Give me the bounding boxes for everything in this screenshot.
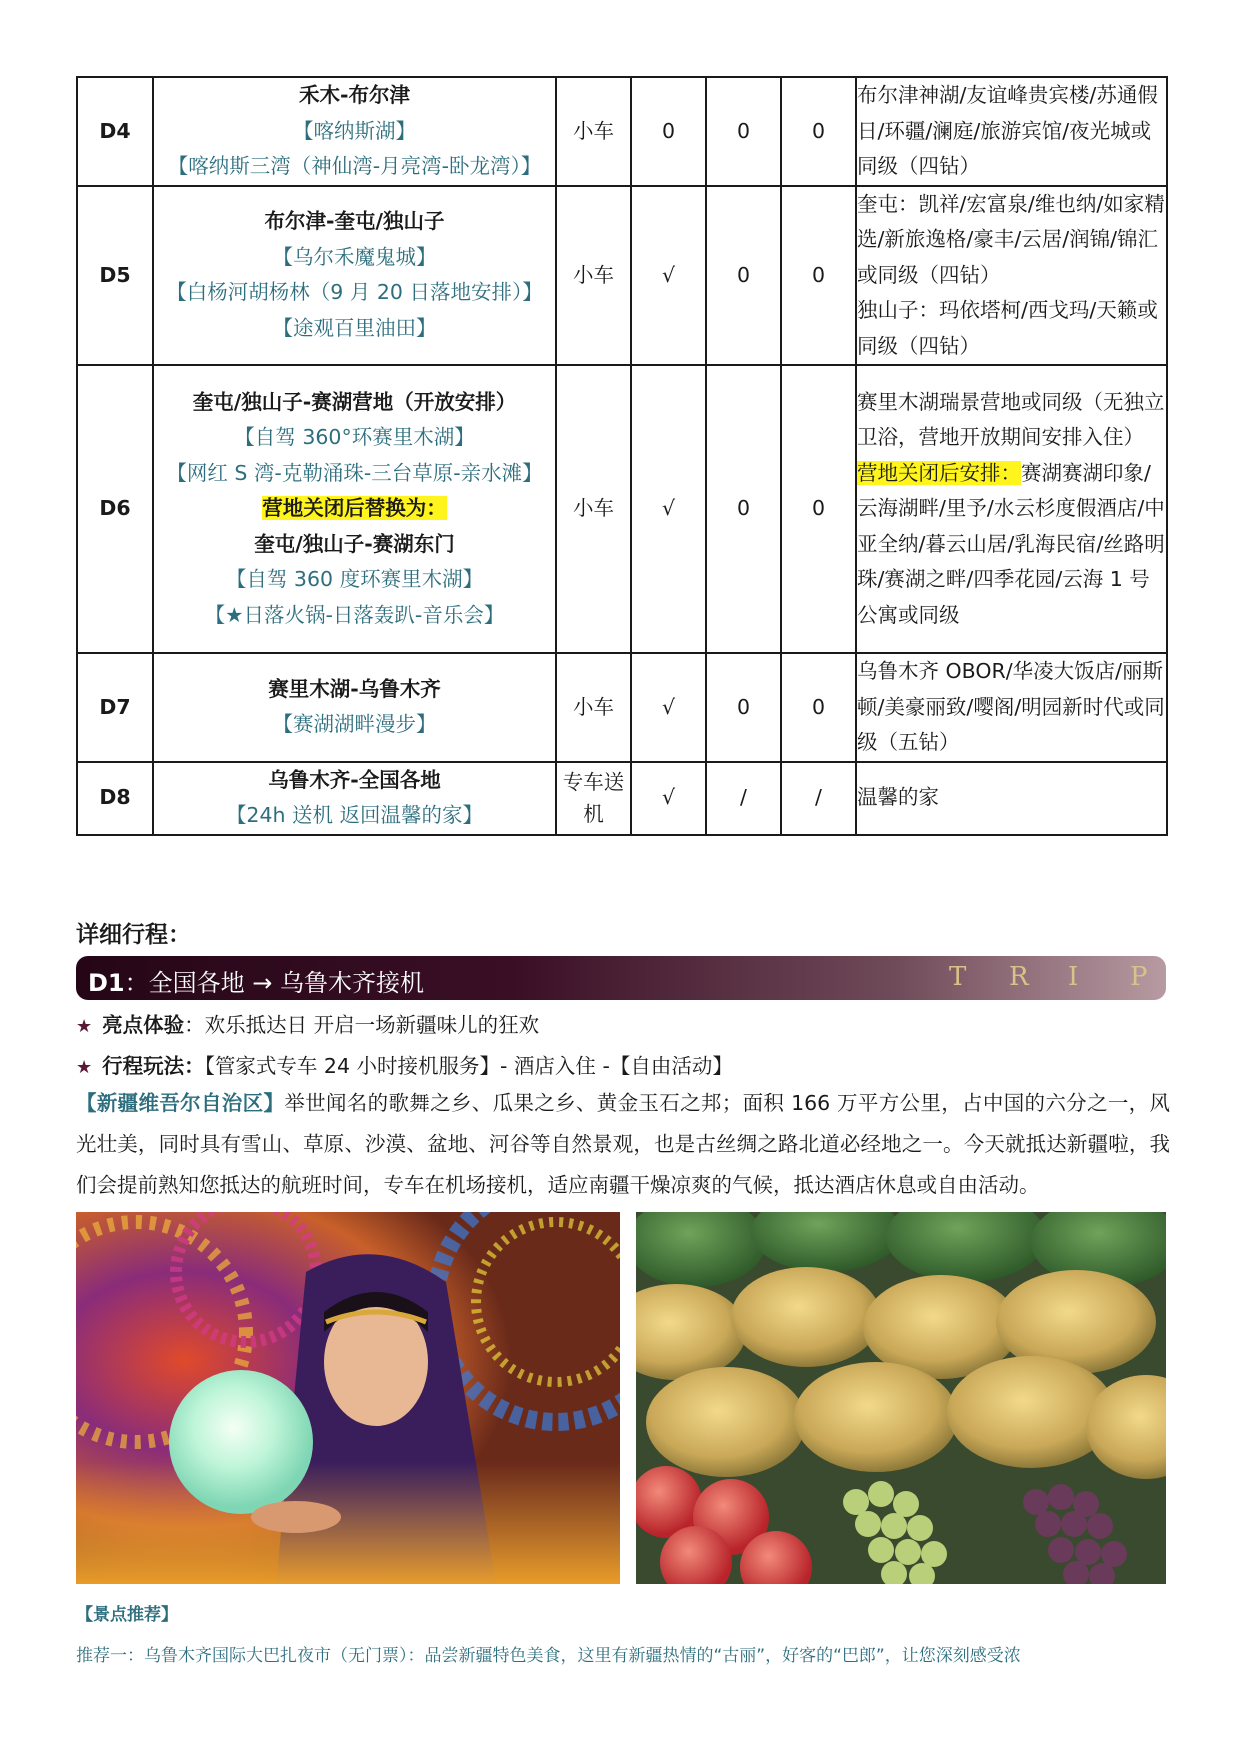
- hotel-cell: [856, 365, 1167, 653]
- hotel-text: 乌鲁木齐 OBOR/华凌大饭店/丽斯顿/美豪丽致/嘤阁/明园新时代或同级（五钻）: [857, 659, 1165, 754]
- hotel-line: [857, 654, 1166, 761]
- hotel-line: [857, 293, 1166, 364]
- route-spot: 【喀纳斯三湾（神仙湾-月亮湾-卧龙湾）】: [167, 154, 542, 178]
- day-cell: D6: [77, 365, 153, 653]
- banner-letter-p: P: [1130, 962, 1148, 992]
- photo-fruit: [636, 1212, 1166, 1584]
- route-spot: 【乌尔禾魔鬼城】: [272, 244, 437, 269]
- route-line: [154, 598, 555, 634]
- dinner-cell: 0: [781, 365, 856, 653]
- highlight-separator: ：: [184, 1013, 205, 1037]
- route-spot: 【途观百里油田】: [272, 315, 437, 340]
- route-cell: [153, 653, 556, 762]
- hotel-cell: [856, 653, 1167, 762]
- itinerary-row: [77, 77, 1167, 186]
- route-spot: 【喀纳斯湖】: [293, 118, 416, 143]
- hotel-text: 温馨的家: [857, 785, 939, 810]
- hotel-cell: [856, 186, 1167, 366]
- intro-paragraph: [76, 1083, 1170, 1206]
- route-line: [154, 798, 555, 834]
- dinner-cell: 0: [781, 77, 856, 186]
- day-cell: D5: [77, 186, 153, 366]
- day-banner-text: [88, 963, 424, 998]
- route-line: [154, 114, 555, 150]
- route-line: [154, 491, 555, 527]
- highlight-line: [76, 1008, 539, 1038]
- hotel-cell: [856, 762, 1167, 835]
- hotel-line: [857, 187, 1166, 294]
- day-cell: D8: [77, 762, 153, 835]
- breakfast-cell: 0: [631, 77, 706, 186]
- day-cell: D4: [77, 77, 153, 186]
- vehicle-cell: 小车: [556, 77, 631, 186]
- route-line: [154, 763, 555, 799]
- hotel-line: [857, 456, 1166, 634]
- route-line: [154, 275, 555, 311]
- itinerary-table: [76, 76, 1168, 836]
- route-cell: [153, 77, 556, 186]
- route-line: [154, 672, 555, 708]
- vehicle-cell: 专车送机: [556, 762, 631, 835]
- route-spot: 【★日落火锅-日落轰趴-音乐会】: [204, 602, 505, 627]
- route-line: [154, 149, 555, 185]
- route-line: [154, 240, 555, 276]
- itinerary-row: [77, 762, 1167, 835]
- vehicle-cell: 小车: [556, 365, 631, 653]
- day-route: 全国各地 → 乌鲁木齐接机: [148, 969, 424, 997]
- route-spot: 【自驾 360°环赛里木湖】: [234, 425, 475, 450]
- vehicle-cell: 小车: [556, 186, 631, 366]
- route-title: 乌鲁木齐-全国各地: [268, 767, 441, 792]
- photo-dancer: [76, 1212, 620, 1584]
- hotel-text: 赛湖赛湖印象/云海湖畔/里予/水云杉度假酒店/中亚全纳/暮云山居/乳海民宿/丝路明珠/赛湖之畔/四季花园/云海 1 号公寓或同级: [857, 460, 1165, 627]
- route-line: [154, 527, 555, 563]
- lunch-cell: 0: [706, 365, 781, 653]
- route-line: [154, 204, 555, 240]
- highlight-text: 欢乐抵达日 开启一场新疆味儿的狂欢: [204, 1013, 540, 1037]
- highlight-label: 亮点体验: [102, 1013, 185, 1037]
- breakfast-cell: √: [631, 186, 706, 366]
- route-spot: 【自驾 360 度环赛里木湖】: [225, 567, 484, 592]
- itinerary-row: [77, 186, 1167, 366]
- route-cell: [153, 762, 556, 835]
- route-title: 赛里木湖-乌鲁木齐: [268, 676, 441, 701]
- route-cell: [153, 365, 556, 653]
- route-line: [154, 420, 555, 456]
- day-banner: [76, 956, 1166, 1000]
- hotel-text: 独山子：玛依塔柯/西戈玛/天籁或同级（四钻）: [857, 298, 1158, 358]
- intro-keyword: 【新疆维吾尔自治区】: [76, 1091, 285, 1115]
- route-line: [154, 78, 555, 114]
- route-title: 布尔津-奎屯/独山子: [264, 209, 445, 234]
- breakfast-cell: √: [631, 365, 706, 653]
- day-separator: ：: [124, 969, 149, 997]
- route-title: 禾木-布尔津: [298, 83, 410, 107]
- dinner-cell: /: [781, 762, 856, 835]
- banner-letter-i: I: [1068, 962, 1079, 992]
- star-icon: ★: [76, 1016, 93, 1037]
- route-spot: 【网红 S 湾-克勒涌珠-三台草原-亲水滩】: [166, 460, 543, 485]
- route-spot: 【赛湖湖畔漫步】: [272, 712, 437, 737]
- route-title: 奎屯/独山子-赛湖东门: [254, 531, 455, 556]
- hotel-note: 营地关闭后安排：: [857, 460, 1021, 485]
- route-line: [154, 456, 555, 492]
- route-spot: 【白杨河胡杨林（9 月 20 日落地安排）】: [166, 280, 543, 305]
- breakfast-cell: √: [631, 653, 706, 762]
- lunch-cell: 0: [706, 653, 781, 762]
- hotel-line: [857, 780, 1166, 816]
- banner-letter-t: T: [949, 962, 967, 992]
- itinerary-row: [77, 365, 1167, 653]
- play-text: 【管家式专车 24 小时接机服务】- 酒店入住 -【自由活动】: [204, 1054, 733, 1078]
- route-note: 营地关闭后替换为：: [262, 496, 447, 521]
- star-icon: ★: [76, 1057, 93, 1078]
- hotel-cell: [856, 77, 1167, 186]
- intro-text: 举世闻名的歌舞之乡、瓜果之乡、黄金玉石之邦；面积 166 万平方公里，占中国的六分之一，风光壮美，同时具有雪山、草原、沙漠、盆地、河谷等自然景观，也是古丝绸之路北道必经地之一。今天就抵达新疆啦，我们会提前熟知您抵达的航班时间，专车在机场接机，适应南疆干燥凉爽的气候，抵达酒店休息或自由活动。: [76, 1091, 1170, 1197]
- route-title: 奎屯/独山子-赛湖营地（开放安排）: [192, 389, 517, 414]
- hotel-line: [857, 385, 1166, 456]
- hotel-text: 赛里木湖瑞景营地或同级（无独立卫浴，营地开放期间安排入住）: [857, 389, 1165, 450]
- hotel-text: 奎屯：凯祥/宏富泉/维也纳/如家精选/新旅逸格/豪丰/云居/润锦/锦汇或同级（四钻）: [857, 191, 1165, 287]
- day-label: D1: [88, 969, 125, 997]
- day-cell: D7: [77, 653, 153, 762]
- lunch-cell: 0: [706, 186, 781, 366]
- photo-fruit-illustration: [636, 1212, 1166, 1584]
- route-line: [154, 562, 555, 598]
- route-line: [154, 707, 555, 743]
- recommend-heading: 【景点推荐】: [76, 1605, 178, 1625]
- dinner-cell: 0: [781, 653, 856, 762]
- play-line: [76, 1049, 733, 1079]
- dinner-cell: 0: [781, 186, 856, 366]
- play-label: 行程玩法：: [102, 1054, 205, 1078]
- route-line: [154, 385, 555, 421]
- section-title: 详细行程：: [76, 922, 191, 948]
- route-line: [154, 311, 555, 347]
- itinerary-row: [77, 653, 1167, 762]
- recommend-one: 推荐一：乌鲁木齐国际大巴扎夜市（无门票）：品尝新疆特色美食，这里有新疆热情的“古丽”，好客的“巴郎”，让您深刻感受浓: [76, 1646, 1021, 1666]
- photo-dancer-illustration: [76, 1212, 620, 1584]
- vehicle-cell: 小车: [556, 653, 631, 762]
- lunch-cell: /: [706, 762, 781, 835]
- route-cell: [153, 186, 556, 366]
- banner-letter-r: R: [1009, 962, 1029, 992]
- route-spot: 【24h 送机 返回温馨的家】: [225, 803, 484, 827]
- breakfast-cell: √: [631, 762, 706, 835]
- lunch-cell: 0: [706, 77, 781, 186]
- hotel-line: [857, 78, 1166, 185]
- hotel-text: 布尔津神湖/友谊峰贵宾楼/苏通假日/环疆/澜庭/旅游宾馆/夜光城或同级（四钻）: [857, 83, 1158, 178]
